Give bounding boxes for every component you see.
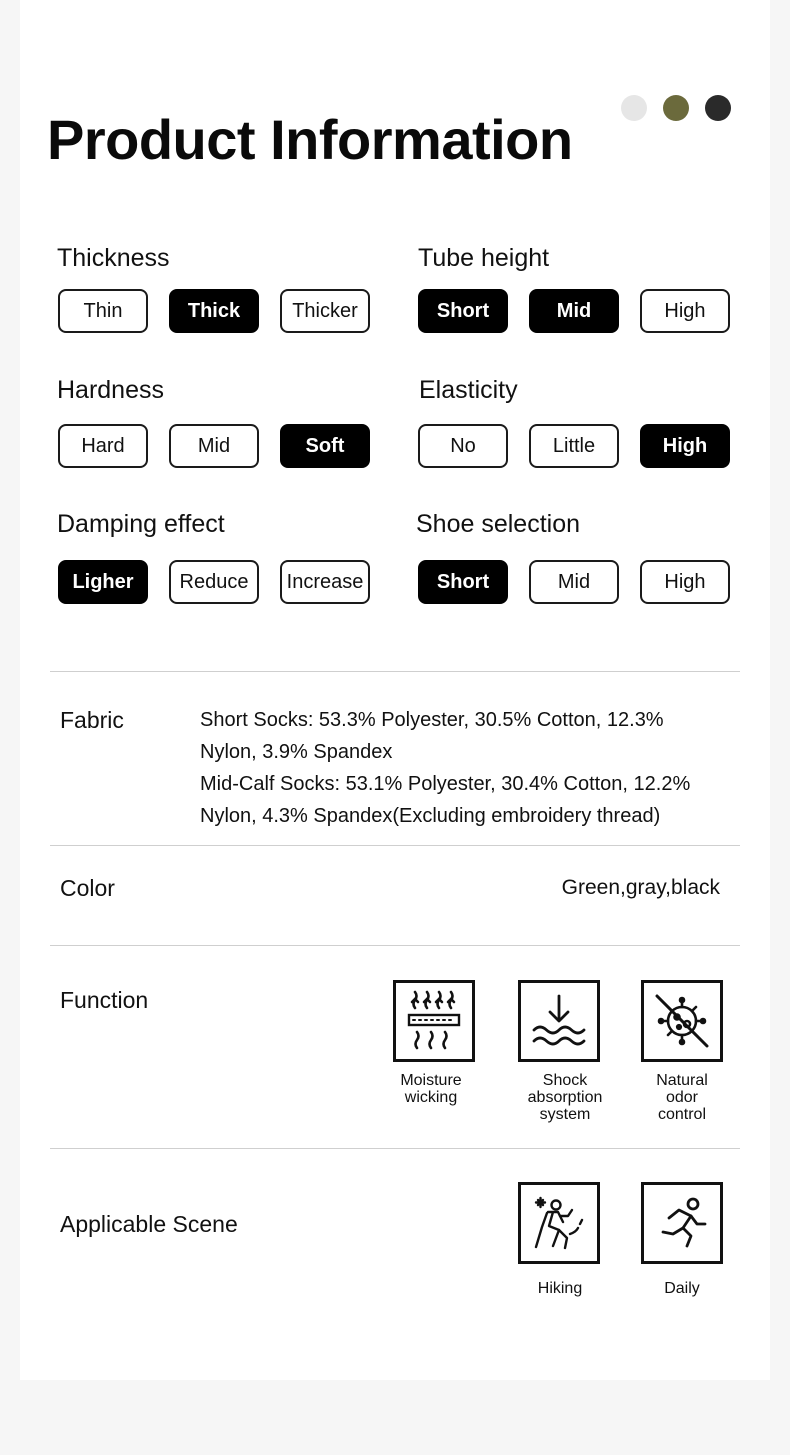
divider <box>50 671 740 672</box>
attribute-label: Damping effect <box>57 510 225 538</box>
hiking-icon <box>518 1182 600 1264</box>
divider <box>50 945 740 946</box>
option-mid: Mid <box>529 560 619 604</box>
function-label: Function <box>60 987 149 1013</box>
fabric-line: Short Socks: 53.3% Polyester, 30.5% Cotton, 12.3% <box>200 709 664 731</box>
option-increase: Increase <box>280 560 370 604</box>
option-no: No <box>418 424 508 468</box>
swatch-black[interactable] <box>705 95 731 121</box>
option-high: High <box>640 289 730 333</box>
attribute-label: Shoe selection <box>416 510 581 538</box>
option-reduce: Reduce <box>169 560 259 604</box>
option-thin: Thin <box>58 289 148 333</box>
page-title: Product Information <box>47 108 573 171</box>
option-short: Short <box>418 560 508 604</box>
divider <box>50 1148 740 1149</box>
swatch-gray[interactable] <box>621 95 647 121</box>
attribute-label: Thickness <box>57 244 170 272</box>
divider <box>50 845 740 846</box>
option-little: Little <box>529 424 619 468</box>
color-label: Color <box>60 875 115 901</box>
odor-control-icon <box>641 980 723 1062</box>
option-high: High <box>640 424 730 468</box>
scene-caption: Hiking <box>537 1280 583 1297</box>
option-high: High <box>640 560 730 604</box>
shock-absorption-icon <box>518 980 600 1062</box>
fabric-line: Nylon, 4.3% Spandex(Excluding embroidery thread) <box>200 805 661 827</box>
option-thicker: Thicker <box>280 289 370 333</box>
product-info-card <box>20 0 770 1380</box>
attribute-label: Hardness <box>57 376 164 404</box>
moisture-wicking-icon <box>393 980 475 1062</box>
option-soft: Soft <box>280 424 370 468</box>
option-short: Short <box>418 289 508 333</box>
scene-label: Applicable Scene <box>60 1211 238 1237</box>
function-caption: Moisture wicking <box>400 1072 462 1106</box>
running-icon <box>641 1182 723 1264</box>
option-mid: Mid <box>529 289 619 333</box>
fabric-value <box>200 704 740 832</box>
option-hard: Hard <box>58 424 148 468</box>
function-caption: Natural odor control <box>656 1072 708 1123</box>
attribute-label: Elasticity <box>419 376 518 404</box>
fabric-line: Mid-Calf Socks: 53.1% Polyester, 30.4% Cotton, 12.2% <box>200 773 691 795</box>
fabric-line: Nylon, 3.9% Spandex <box>200 741 393 763</box>
function-caption: Shock absorption system <box>527 1072 603 1123</box>
attribute-label: Tube height <box>418 244 550 272</box>
option-mid: Mid <box>169 424 259 468</box>
scene-caption: Daily <box>664 1280 700 1297</box>
swatch-green[interactable] <box>663 95 689 121</box>
fabric-label: Fabric <box>60 707 124 733</box>
option-ligher: Ligher <box>58 560 148 604</box>
color-value: Green,gray,black <box>561 876 720 899</box>
option-thick: Thick <box>169 289 259 333</box>
